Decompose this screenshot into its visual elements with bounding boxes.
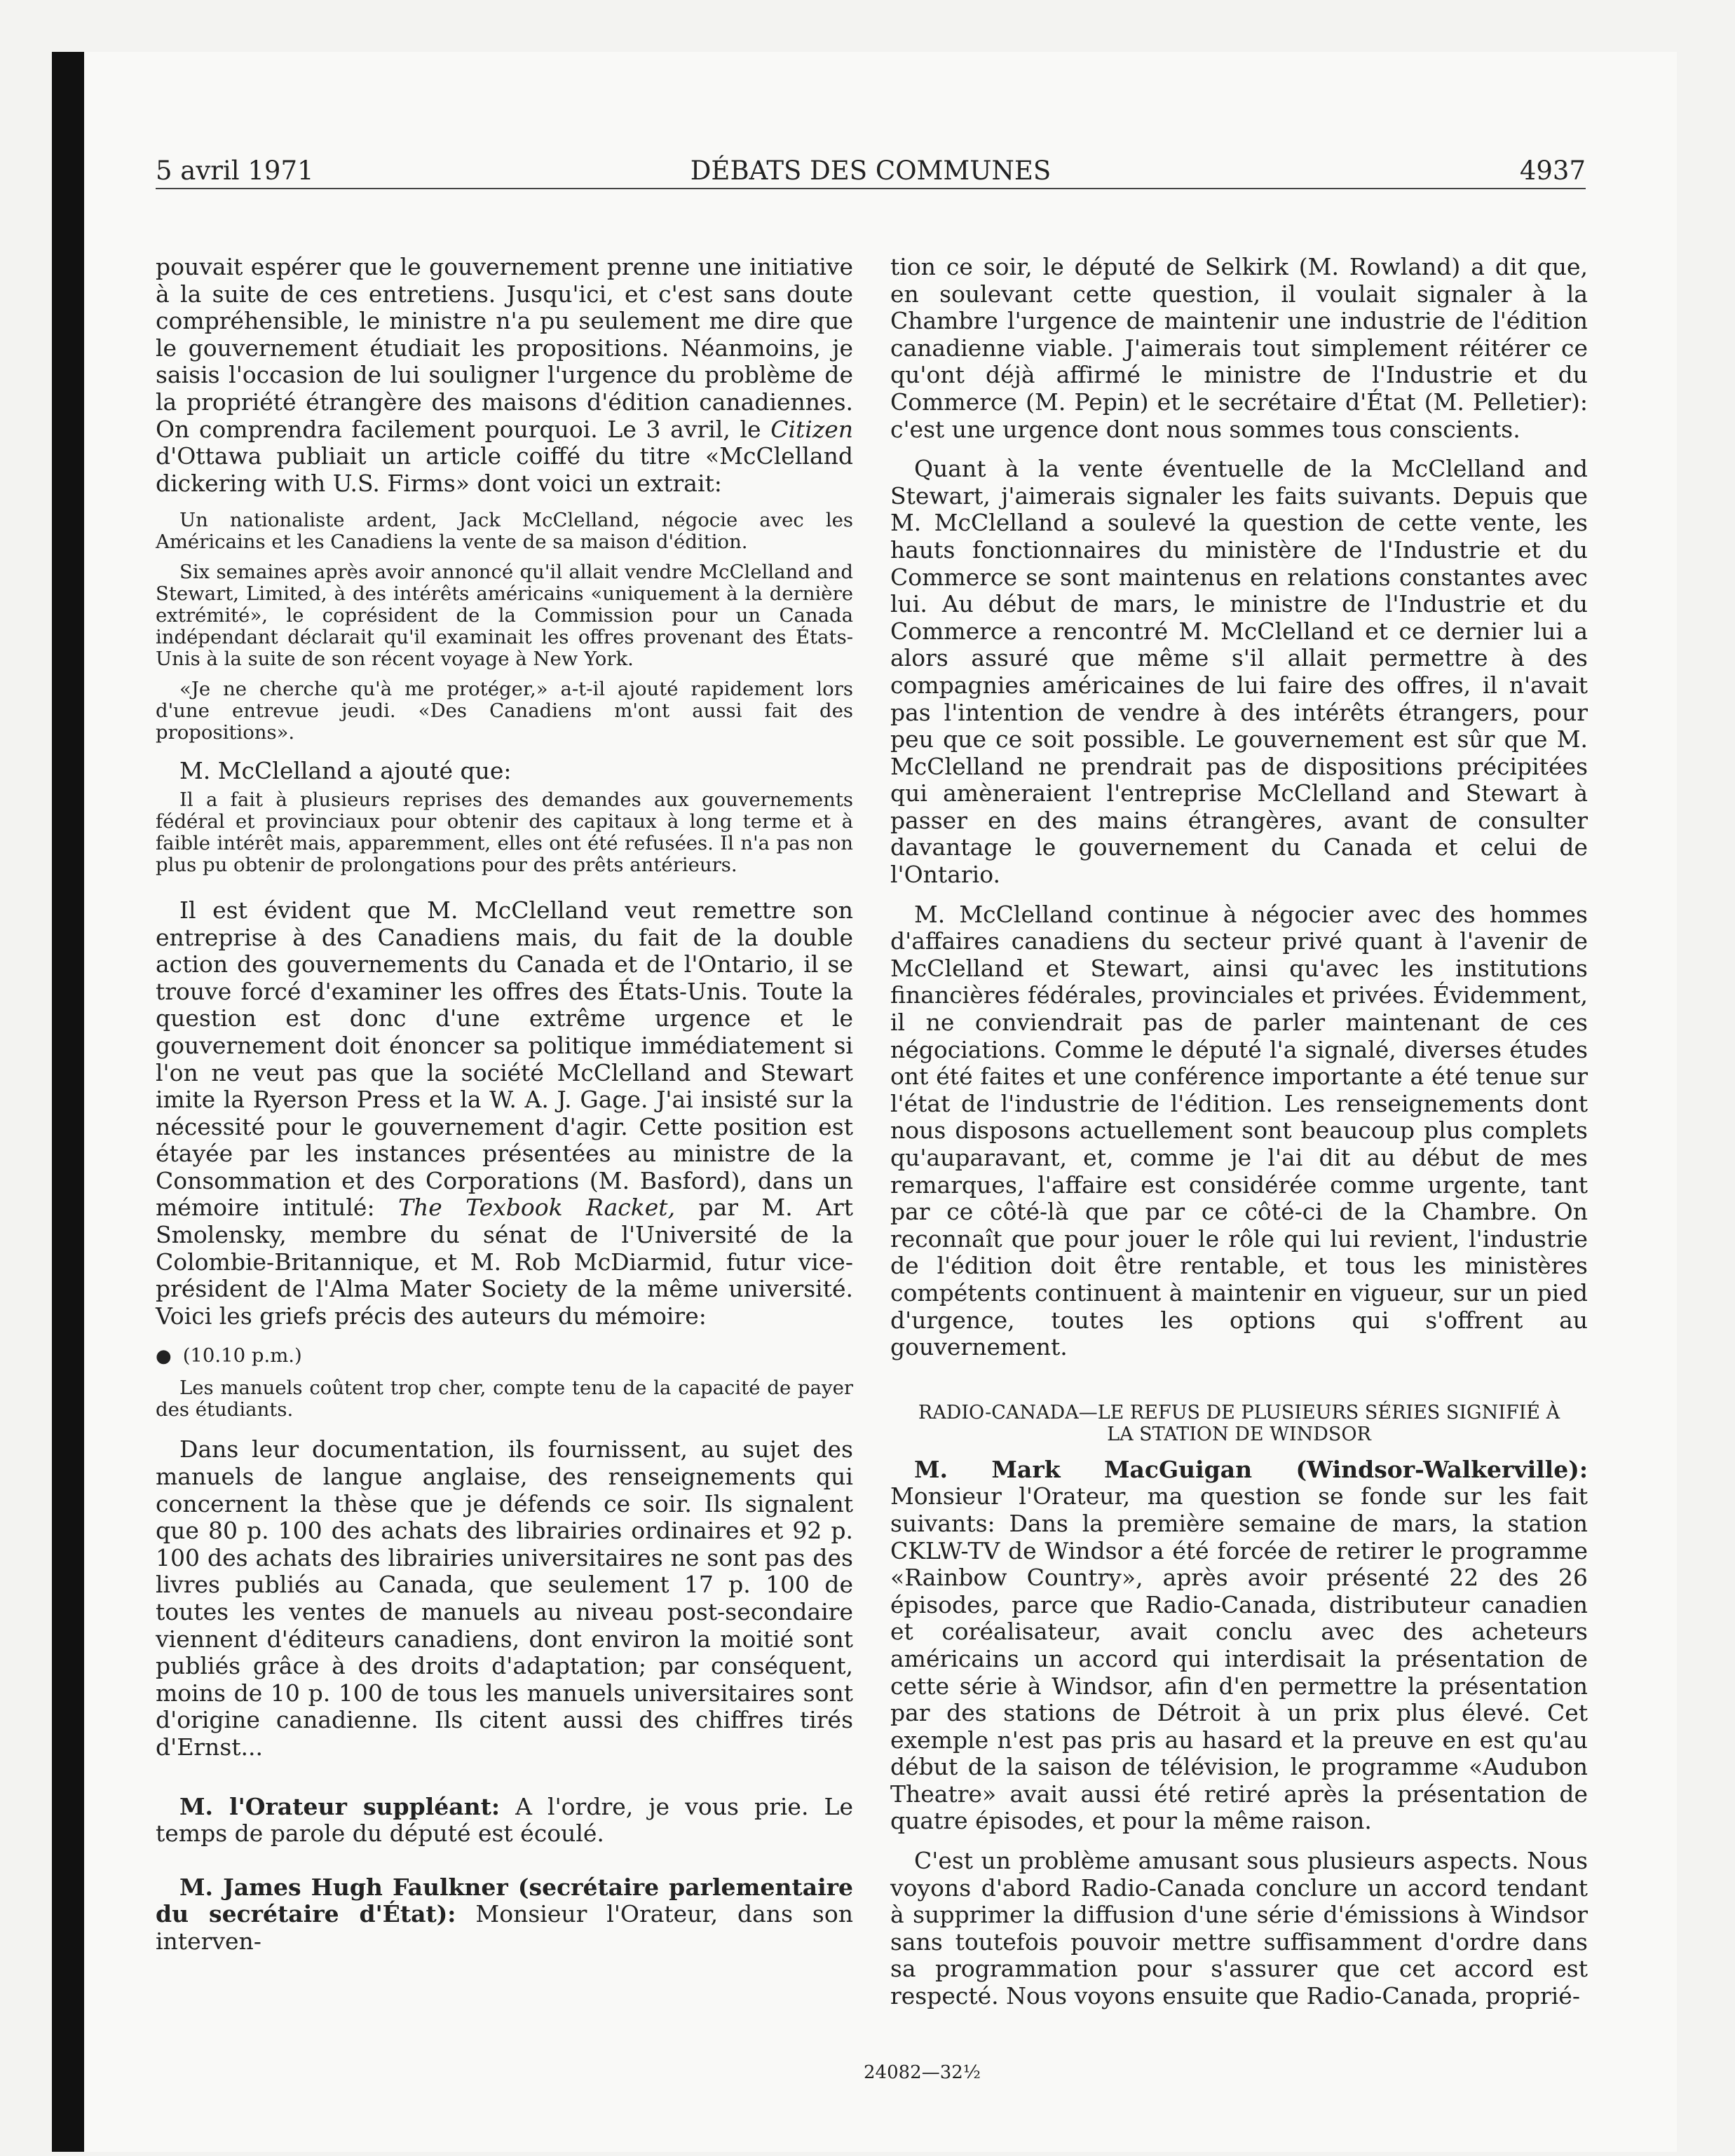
speaker-name: M. Mark MacGuigan (Windsor-Walkerville):: [914, 1455, 1588, 1483]
document-page: [84, 52, 1677, 2152]
paragraph: pouvait espérer que le gouvernement prenne une initiative à la suite de ces entretiens. Jusqu'ici, et c'est sans doute compréhensible, le ministre n'a pu seulement me dire que le gouvernement étudiait les propositions. Néanmoins, je saisis l'occasion de lui souligner l'urgence du problème de la propriété étrangère des maisons d'édition canadiennes. On comprendra facilement pourquoi. Le 3 avril, le Citizen d'Ottawa publiait un article coiffé du titre «McClelland dickering with U.S. Firms» dont voici un extrait:: [156, 253, 853, 497]
quotation: Un nationaliste ardent, Jack McClelland, négocie avec les Américains et les Canadiens la vente de sa maison d'édition.: [156, 509, 853, 554]
paragraph: M. McClelland a ajouté que:: [179, 757, 512, 785]
speaker-name: M. l'Orateur suppléant:: [179, 1792, 501, 1820]
timestamp: ● (10.10 p.m.): [156, 1344, 302, 1367]
footer-code: 24082—32½: [864, 2062, 981, 2083]
right-column: [890, 254, 1588, 2023]
paragraph: tion ce soir, le député de Selkirk (M. Rowland) a dit que, en soulevant cette question, il voulait signaler à la Chambre l'urgence de maintenir une industrie de l'édition canadienne viable. J'aimerais tout simplement réitérer ce qu'ont déjà affirmé le ministre de l'Industrie et du Commerce (M. Pepin) et le secrétaire d'État (M. Pelletier): c'est une urgence dont nous sommes tous conscients.: [890, 253, 1588, 443]
speaker-name: M. James Hugh Faulkner (secrétaire parlementaire du secrétaire d'État):: [156, 1873, 853, 1928]
header-date: 5 avril 1971: [156, 156, 314, 186]
speaker-paragraph: M. Mark MacGuigan (Windsor-Walkerville): Monsieur l'Orateur, ma question se fonde sur les fait suivants: Dans la première semaine de mars, la station CKLW-TV de Windsor a été forcée de retirer le programme «Rainbow Country», après avoir présenté 22 des 26 épisodes, parce que Radio-Canada, distributeur canadien et coréalisateur, avait conclu avec des acheteurs américains un accord qui interdisait la présentation de cette série à Windsor, afin d'en permettre la présentation par des stations de Détroit à un prix plus élevé. Cet exemple n'est pas pris au hasard et la preuve en est qu'au début de la saison de télévision, le programme «Audubon Theatre» avait aussi été retiré après la présentation de quatre épisodes, et pour la même raison.: [890, 1455, 1588, 1835]
speaker-paragraph: M. l'Orateur suppléant: A l'ordre, je vous prie. Le temps de parole du député est écoulé.: [156, 1792, 853, 1848]
header-title: DÉBATS DES COMMUNES: [690, 156, 1052, 186]
section-heading: RADIO-CANADA—LE REFUS DE PLUSIEURS SÉRIES SIGNIFIÉ À LA STATION DE WINDSOR: [918, 1401, 1560, 1445]
paragraph: Quant à la vente éventuelle de la McClelland and Stewart, j'aimerais signaler les faits suivants. Depuis que M. McClelland a soulevé la question de cette vente, les hauts fonctionnaires du ministère de l'Industrie et du Commerce se sont maintenus en relations constantes avec lui. Au début de mars, le ministre de l'Industrie et du Commerce a rencontré M. McClelland et ce dernier lui a alors assuré que même s'il allait permettre à des compagnies américaines de lui faire des offres, il n'avait pas l'intention de vendre à des intérêts étrangers, pour peu que ce soit possible. Le gouvernement est sûr que M. McClelland ne prendrait pas de dispositions précipitées qui amèneraient l'entreprise McClelland and Stewart à passer en des mains étrangères, avant de consulter davantage le gouvernement du Canada et celui de l'Ontario.: [890, 455, 1588, 889]
scan-border: [52, 52, 84, 2152]
speaker-paragraph: M. James Hugh Faulkner (secrétaire parlementaire du secrétaire d'État): Monsieur l'Orateur, dans son interven-: [156, 1873, 853, 1955]
paragraph: Dans leur documentation, ils fournissent, au sujet des manuels de langue anglaise, des renseignements qui concernent la thèse que je défends ce soir. Ils signalent que 80 p. 100 des achats des librairies ordinaires et 92 p. 100 des achats des librairies universitaires ne sont pas des livres publiés au Canada, que seulement 17 p. 100 de toutes les ventes de manuels au niveau post-secondaire viennent d'éditeurs canadiens, dont environ la moitié sont publiés grâce à des droits d'adaptation; par conséquent, moins de 10 p. 100 de tous les manuels universitaires sont d'origine canadienne. Ils citent aussi des chiffres tirés d'Ernst...: [156, 1435, 853, 1761]
quotation: Il a fait à plusieurs reprises des demandes aux gouvernements fédéral et provinciaux pour obtenir des capitaux à long terme et à faible intérêt mais, apparemment, elles ont été refusées. Il n'a pas non plus pu obtenir de prolongations pour des prêts antérieurs.: [156, 788, 853, 876]
quotation: Six semaines après avoir annoncé qu'il allait vendre McClelland and Stewart, Limited, à des intérêts américains «uniquement à la dernière extrémité», le coprésident de la Commission pour un Canada indépendant déclarait qu'il examinait les offres provenant des États-Unis à la suite de son récent voyage à New York.: [156, 561, 853, 671]
quotation: Les manuels coûtent trop cher, compte tenu de la capacité de payer des étudiants.: [156, 1377, 853, 1421]
quotation: «Je ne cherche qu'à me protéger,» a-t-il ajouté rapidement lors d'une entrevue jeudi. «Des Canadiens m'ont aussi fait des propositions».: [156, 678, 853, 744]
page-header: [156, 157, 1586, 189]
left-column: [156, 254, 853, 1968]
page-number: 4937: [1519, 156, 1586, 186]
paragraph: M. McClelland continue à négocier avec des hommes d'affaires canadiens du secteur privé quant à l'avenir de McClelland et Stewart, ainsi qu'avec les institutions financières fédérales, provinciales et privées. Évidemment, il ne conviendrait pas de parler maintenant de ces négociations. Comme le député l'a signalé, diverses études ont été faites et une conférence importante a été tenue sur l'état de l'industrie de l'édition. Les renseignements dont nous disposons actuellement sont beaucoup plus complets qu'auparavant, et, comme je l'ai dit au début de mes remarques, l'affaire est considérée comme urgente, tant par ce côté-là que par ce côté-ci de la Chambre. On reconnaît que pour jouer le rôle qui lui revient, l'industrie de l'édition doit être rentable, et tous les ministères compétents continuent à maintenir en vigueur, sur un pied d'urgence, toutes les options qui s'offrent au gouvernement.: [890, 900, 1588, 1361]
paragraph: C'est un problème amusant sous plusieurs aspects. Nous voyons d'abord Radio-Canada conclure un accord tendant à supprimer la diffusion d'une série d'émissions à Windsor sans toutefois pouvoir mettre suffisamment d'ordre dans sa programmation pour s'assurer que cet accord est respecté. Nous voyons ensuite que Radio-Canada, proprié-: [890, 1847, 1588, 2010]
paragraph: Il est évident que M. McClelland veut remettre son entreprise à des Canadiens mais, du fait de la double action des gouvernements du Canada et de l'Ontario, il se trouve forcé d'examiner les offres des États-Unis. Toute la question est donc d'une extrême urgence et le gouvernement doit énoncer sa politique immédiatement si l'on ne veut pas que la société McClelland and Stewart imite la Ryerson Press et la W. A. J. Gage. J'ai insisté sur la nécessité pour le gouvernement d'agir. Cette position est étayée par les instances présentées au ministre de la Consommation et des Corporations (M. Basford), dans un mémoire intitulé: The Texbook Racket, par M. Art Smolensky, membre du sénat de l'Université de la Colombie-Britannique, et M. Rob McDiarmid, futur vice-président de l'Alma Mater Society de la même université. Voici les griefs précis des auteurs du mémoire:: [156, 896, 853, 1330]
bullet-icon: ●: [156, 1346, 172, 1367]
